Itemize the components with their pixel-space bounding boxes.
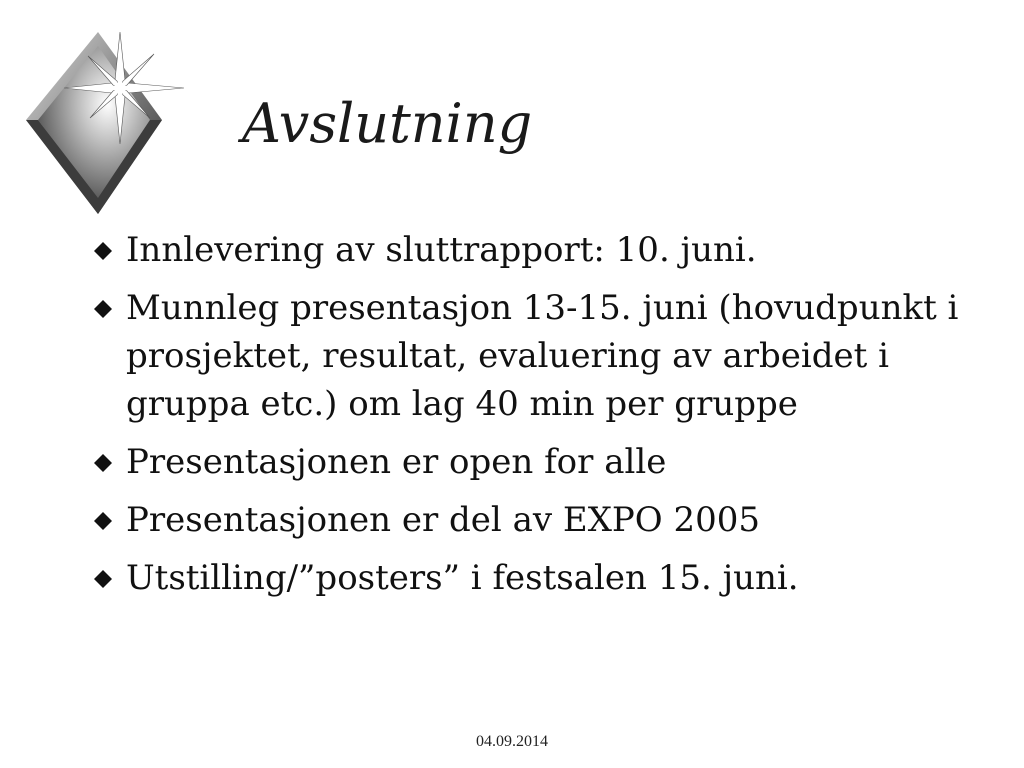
bullet-item <box>90 284 970 428</box>
diamond-bullet-icon <box>94 300 112 318</box>
diamond-bullet-icon <box>94 454 112 472</box>
footer-date: 04.09.2014 <box>476 733 548 750</box>
bullet-item <box>90 438 970 486</box>
diamond-bullet-icon <box>94 242 112 260</box>
diamond-starburst-icon <box>20 26 190 216</box>
bullet-text: Munnleg presentasjon 13-15. juni (hovudpunkt i prosjektet, resultat, evaluering av arbeidet i gruppa etc.) om lag 40 min per gruppe <box>126 288 959 424</box>
bullet-item <box>90 496 970 544</box>
bullet-item <box>90 226 970 274</box>
diamond-bullet-icon <box>94 570 112 588</box>
diamond-bullet-icon <box>94 512 112 530</box>
bullet-item <box>90 554 970 602</box>
bullet-list <box>90 226 970 612</box>
bullet-text: Utstilling/”posters” i festsalen 15. juni. <box>126 558 799 598</box>
bullet-text: Innlevering av sluttrapport: 10. juni. <box>126 230 757 270</box>
bullet-text: Presentasjonen er del av EXPO 2005 <box>126 500 760 540</box>
slide-title: Avslutning <box>242 92 533 155</box>
bullet-text: Presentasjonen er open for alle <box>126 442 667 482</box>
